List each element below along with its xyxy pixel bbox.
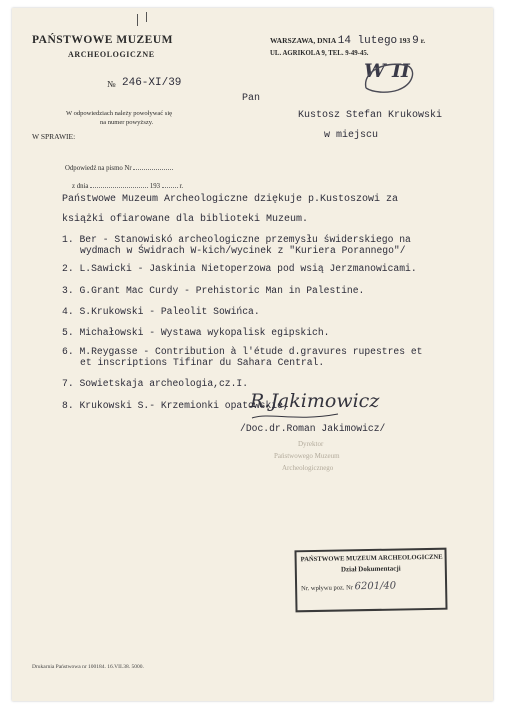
stamp-line-2: Dział Dokumentacji — [340, 564, 401, 574]
handwritten-circle-icon — [358, 58, 418, 98]
year-printed: 193 — [399, 36, 411, 45]
list-item — [62, 306, 260, 317]
place-label: WARSZAWA, DNIA — [270, 36, 336, 45]
list-item-number: 6. — [62, 346, 74, 357]
signature-typed: /Doc.dr.Roman Jakimowicz/ — [240, 423, 386, 434]
document-sheet — [12, 8, 493, 701]
date-of-year-field — [162, 187, 178, 188]
list-item — [62, 378, 248, 389]
number-prefix: № — [107, 79, 116, 89]
printer-footer: Drukarnia Państwowa nr 100184. 16.VII.38. 5000. — [32, 664, 144, 670]
list-item-text: M.Reygasse - Contribution à l'étude d.gravures rupestres et — [79, 346, 423, 357]
handwritten-mark: W II — [364, 60, 410, 82]
signature-title-1: Dyrektor — [298, 440, 324, 448]
org-subname: ARCHEOLOGICZNE — [68, 50, 155, 59]
list-item-number: 7. — [62, 378, 74, 389]
recipient-salutation: Pan — [242, 93, 261, 104]
date-of-text: z dnia — [72, 183, 89, 190]
place-date-line — [270, 35, 425, 47]
date-of-year: 193 — [149, 183, 161, 190]
list-item — [62, 285, 364, 296]
list-item-number: 3. — [62, 285, 74, 296]
recipient-name: Kustosz Stefan Krukowski — [298, 110, 443, 121]
document-number: 246-XI/39 — [122, 77, 182, 89]
intro-line-1: Państwowe Muzeum Archeologiczne dziękuje p.Kustoszowi za — [62, 194, 399, 205]
list-item-text: G.Grant Mac Curdy - Prehistoric Man in Palestine. — [79, 285, 365, 296]
signature-title-3: Archeologicznego — [282, 464, 334, 472]
list-item-text-cont: et inscriptions Tifinar du Sahara Central. — [80, 357, 325, 368]
address-line: UL. AGRIKOLA 9, TEL. 9-49-45. — [270, 50, 369, 57]
list-item — [62, 327, 329, 338]
signature-flourish-icon — [250, 410, 340, 424]
top-mark — [137, 14, 138, 26]
year-typed: 9 — [412, 35, 419, 47]
list-item — [62, 234, 411, 256]
registry-stamp — [294, 548, 447, 613]
list-item — [62, 263, 417, 274]
stamp-line-3 — [301, 580, 441, 593]
list-item-text: Ber - Stanowiskó archeologiczne przemysłu świderskiego na — [79, 234, 411, 245]
signature-handwriting: R.Jakimowicz — [250, 390, 380, 412]
date-of-year-suffix: r. — [179, 183, 184, 190]
date-value: 14 lutego — [337, 35, 398, 47]
list-item-number: 8. — [62, 400, 74, 411]
stamp-entry-value: 6201/40 — [354, 580, 397, 593]
reply-note-2: na numer powyższy. — [100, 119, 154, 126]
list-item-text-cont: wydmach w Świdrach W-kich/wycinek z "Kuriera Porannego"/ — [80, 245, 406, 256]
intro-line-2: książki ofiarowane dla biblioteki Muzeum. — [62, 214, 309, 225]
recipient-place: w miejscu — [324, 130, 379, 141]
reply-note-1: W odpowiedziach należy powoływać się — [66, 110, 173, 117]
list-item-text: Sowietskaja archeologia,cz.I. — [79, 378, 249, 389]
list-item-text: Krukowski S.- Krzemionki opatowskie, — [79, 400, 289, 411]
subject-label: W SPRAWIE: — [32, 132, 76, 141]
reply-to-text: Odpowiedź na pismo Nr — [65, 165, 132, 172]
reply-to-field — [133, 169, 173, 170]
reply-to-label — [65, 165, 173, 172]
org-name: PAŃSTWOWE MUZEUM — [32, 34, 173, 46]
list-item-text: L.Sawicki - Jaskinia Nietoperzowa pod wsią Jerzmanowicami. — [79, 263, 417, 274]
list-item-number: 2. — [62, 263, 74, 274]
stamp-entry-label: Nr. wpływu poz. Nr — [301, 584, 354, 593]
top-mark-2 — [146, 12, 147, 22]
list-item-number: 4. — [62, 306, 74, 317]
date-of-label — [72, 183, 183, 190]
list-item-text: S.Krukowski - Paleolit Sowińca. — [79, 306, 260, 317]
signature-title-2: Państwowego Muzeum — [274, 452, 340, 460]
stamp-line-1: PAŃSTWOWE MUZEUM ARCHEOLOGICZNE — [300, 553, 443, 564]
list-item-number: 1. — [62, 234, 74, 245]
list-item-text: Michałowski - Wystawa wykopalisk egipskich. — [79, 327, 330, 338]
list-item — [62, 346, 422, 368]
date-of-field — [90, 187, 148, 188]
year-end: r. — [420, 36, 426, 45]
list-item-number: 5. — [62, 327, 74, 338]
